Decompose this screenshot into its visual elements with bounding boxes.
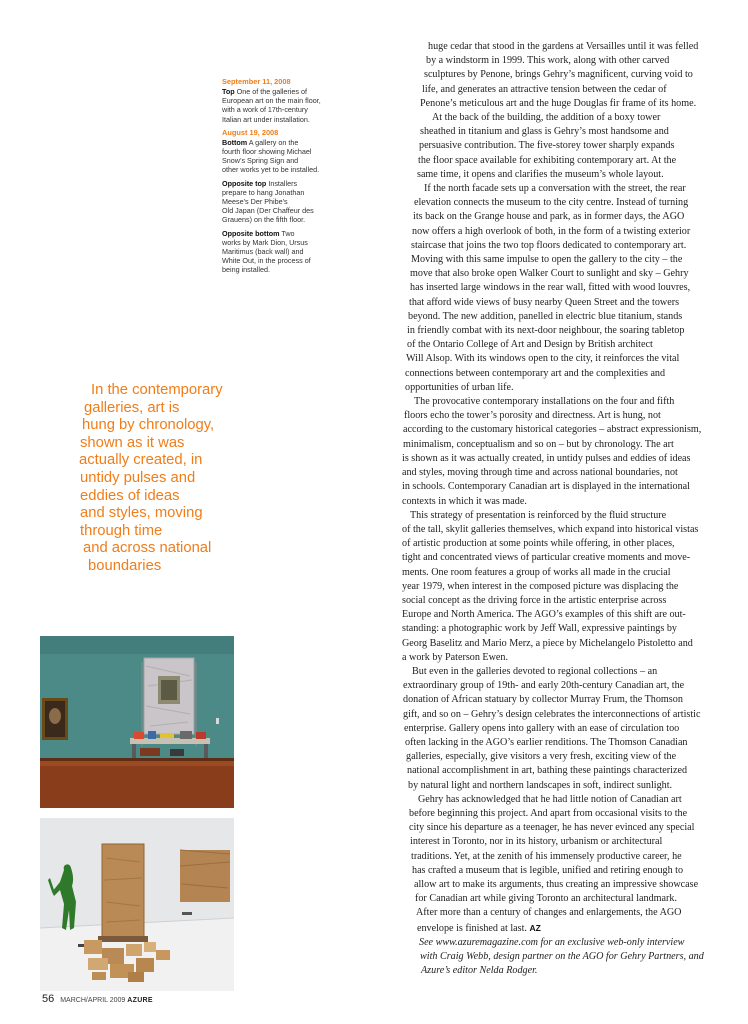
caption-line: Italian art under installation.: [222, 114, 310, 124]
body-line: Georg Baselitz and Mario Merz, a piece by Michelangelo Pistoletto and: [402, 637, 693, 649]
article-body: [402, 40, 724, 978]
pull-quote-line: eddies of ideas: [80, 487, 180, 504]
body-line: its back on the Grange house and park, as in former days, the AGO: [413, 211, 685, 223]
body-line: Will Alsop. With its windows open to the city, it reinforces the vital: [406, 353, 680, 365]
pull-quote-line: and across national: [83, 540, 212, 557]
pull-quote-line: boundaries: [88, 557, 162, 574]
body-line: has inserted large windows in the rear wall, fitted with wood louvres,: [410, 282, 691, 294]
caption-top: [222, 77, 342, 124]
body-line: elevation connects the museum to the city centre. Instead of turning: [414, 197, 689, 209]
body-line: huge cedar that stood in the gardens at Versailles until it was felled: [428, 41, 699, 52]
body-line: often lacking in the AGO’s earlier renditions. The Thomson Canadian: [405, 736, 688, 748]
pull-quote-line: galleries, art is: [84, 399, 180, 416]
body-line: This strategy of presentation is reinforced by the fluid structure: [410, 509, 667, 521]
body-line: Gehry has acknowledged that he had little notion of Canadian art: [418, 793, 682, 805]
body-line: But even in the galleries devoted to regional collections – an: [412, 665, 658, 677]
body-line: move that also broke open Walker Court to sunlight and sky – Gehry: [410, 268, 689, 280]
caption-label: Opposite top: [222, 178, 267, 188]
caption-label: Opposite bottom: [222, 228, 280, 238]
caption-line: European art on the main floor,: [222, 96, 321, 106]
signoff-mark: AZ: [529, 922, 541, 933]
body-line: Moving with this same impulse to open the gallery to the city – the: [411, 254, 683, 266]
pull-quote-line: and styles, moving: [80, 505, 203, 522]
web-note: [402, 936, 724, 979]
caption-line: A gallery on the: [248, 137, 299, 147]
page-footer: [42, 993, 153, 1005]
pull-quote-line: hung by chronology,: [82, 417, 215, 434]
body-line: After more than a century of changes and enlargements, the AGO: [416, 907, 682, 919]
gallery-photo-top: [40, 636, 234, 808]
body-line: staircase that joins the two top floors dedicated to contemporary art.: [411, 239, 687, 251]
caption-line: fourth floor showing Michael: [222, 147, 312, 157]
caption-line: One of the galleries of: [236, 87, 307, 96]
caption-line: Two: [281, 228, 295, 238]
body-line: interest in Toronto, nor in its history, urbanism or architectural: [410, 836, 663, 848]
pull-quote-line: shown as it was: [80, 434, 185, 451]
caption-line: being installed.: [222, 265, 270, 275]
caption-line: works by Mark Dion, Ursus: [222, 237, 308, 247]
body-line: same time, it opens and clarifies the museum’s whole layout.: [417, 168, 664, 180]
caption-opposite-bottom: [222, 229, 342, 275]
body-line: for Canadian art while giving Toronto an architectural landmark.: [415, 893, 677, 905]
pull-quote-line: actually created, in: [79, 452, 203, 469]
body-line: connections between contemporary art and the complexities and: [405, 367, 666, 379]
body-line: standing: a photographic work by Jeff Wall, expressive paintings by: [402, 623, 677, 635]
body-line: Europe and North America. The AGO’s examples of this shift are out-: [402, 609, 686, 621]
caption-line: other works yet to be installed.: [222, 165, 320, 175]
body-line: At the back of the building, the addition of a boxy tower: [432, 112, 661, 124]
body-line: If the north facade sets up a conversation with the street, the rear: [424, 183, 686, 195]
body-line: beyond. The new addition, panelled in electric blue titanium, stands: [408, 310, 683, 322]
body-line: in friendly combat with its next-door neighbour, the soaring tabletop: [407, 325, 685, 337]
caption-line: Old Japan (Der Chaffeur des: [222, 206, 314, 216]
caption-line: with a work of 17th-century: [222, 105, 308, 115]
body-line: now offers a high overlook of both, in the form of a twisting exterior: [412, 225, 691, 237]
caption-line: Installers: [268, 178, 298, 188]
caption-date: August 19, 2008: [222, 127, 279, 137]
body-line: social concept as the driving force in the artistic enterprise across: [402, 594, 667, 606]
pull-quote-line: through time: [80, 522, 163, 539]
gallery-installation-illustration: [40, 636, 234, 808]
body-line: ments. One room features a group of works all made in the crucial: [402, 566, 671, 578]
body-line: sculptures by Penone, brings Gehry’s magnificent, curving void to: [424, 69, 693, 81]
caption-label: Bottom: [222, 137, 248, 147]
caption-line: prepare to hang Jonathan: [222, 187, 305, 197]
body-line: The provocative contemporary installations on the four and fifth: [414, 396, 675, 408]
body-line: gift, and so on – Gehry’s design celebrates the interconnections of artistic: [403, 708, 701, 720]
caption-opposite-top: [222, 179, 342, 225]
body-line: and styles, moving through time and across national boundaries, not: [402, 467, 678, 479]
caption-line: Grauens) on the fifth floor.: [222, 215, 306, 225]
caption-bottom: [222, 128, 342, 175]
caption-column: [222, 77, 342, 279]
body-line: before beginning this project. And apart from occasional visits to the: [409, 807, 688, 819]
body-line: opportunities of urban life.: [405, 381, 514, 393]
page-number: 56: [42, 993, 55, 1005]
caption-label: Top: [222, 87, 235, 96]
body-line: of artistic production at some points while offering, in other places,: [402, 538, 675, 550]
body-line: national accomplishment in art, bathing these paintings characterized: [407, 765, 688, 777]
body-line: city since his departure as a teenager, he has never evinced any special: [409, 822, 695, 834]
body-line: floors echo the tower’s porosity and directness. Art is hung, not: [404, 410, 661, 422]
body-line: has crafted a museum that is legible, unified and retiring enough to: [412, 864, 684, 876]
pull-quote: [79, 382, 239, 576]
fourth-floor-gallery-illustration: [40, 818, 234, 991]
pull-quote-line: untidy pulses and: [80, 469, 196, 486]
body-line: that afford wide views of busy nearby Queen Street and the towers: [409, 296, 680, 308]
body-line: of the Ontario College of Art and Design by British architect: [407, 339, 653, 351]
gallery-photo-bottom: [40, 818, 234, 991]
body-line: year 1979, when interest in the composed picture was displacing the: [402, 580, 679, 592]
caption-date: September 11, 2008: [222, 77, 291, 86]
body-line: according to the customary historical categories – abstract expressionism,: [403, 424, 702, 436]
body-line: sheathed in titanium and glass is Gehry’s most handsome and: [420, 126, 669, 138]
body-line: traditions. Yet, at the zenith of his immensely productive career, he: [411, 850, 682, 862]
body-line: tight and concentrated views of particular creative moments and move-: [402, 552, 691, 564]
caption-line: Maritimus (back wall) and: [222, 247, 304, 257]
body-line: contexts in which it was made.: [402, 495, 527, 507]
body-line: envelope is finished at last.: [417, 922, 527, 934]
body-line: donation of African statuary by collector Murray Frum, the Thomson: [403, 694, 683, 706]
caption-line: Snow’s Spring Sign and: [222, 156, 299, 166]
note-line: Azure’s editor Nelda Rodger.: [421, 965, 538, 977]
note-line: with Craig Webb, design partner on the AGO for Gehry Partners, and: [420, 951, 704, 962]
magazine-brand: AZURE: [127, 997, 153, 1004]
body-line: Penone’s meticulous art and the huge Douglas fir frame of its home.: [420, 97, 697, 109]
issue-date: MARCH/APRIL 2009: [60, 997, 126, 1004]
body-line: by a windstorm in 1999. This work, along with other carved: [426, 55, 670, 67]
pull-quote-line: In the contemporary: [91, 382, 223, 398]
body-line: the floor space available for exhibiting contemporary art. At the: [418, 154, 677, 166]
body-line: extraordinary group of 19th- and early 20th-century Canadian art, the: [403, 680, 685, 692]
body-line: is shown as it was actually created, in untidy pulses and eddies of ideas: [402, 452, 691, 464]
body-line: by natural light and northern landscapes in soft, indirect sunlight.: [408, 779, 673, 791]
body-line: allow art to make its arguments, thus creating an impressive showcase: [414, 878, 699, 890]
body-line: life, and generates an attractive tension between the cedar of: [422, 83, 667, 95]
caption-line: Meese’s Der Phibe’s: [222, 197, 288, 207]
body-line: persuasive contribution. The five-storey tower sharply expands: [419, 140, 675, 152]
note-line: See www.azuremagazine.com for an exclusive web-only interview: [419, 936, 685, 948]
body-line: enterprise. Gallery opens into gallery with an ease of circulation too: [404, 722, 680, 734]
body-line: of the tall, skylit galleries themselves, which expand into historical vistas: [402, 523, 699, 535]
body-line: in schools. Contemporary Canadian art is displayed in the international: [402, 481, 690, 493]
body-line: a work by Paterson Ewen.: [402, 651, 509, 663]
caption-line: White Out, in the process of: [222, 256, 311, 266]
body-line: galleries, especially, give visitors a very fresh, exciting view of the: [406, 751, 677, 763]
body-line: minimalism, conceptualism and so on – but by chronology. The art: [403, 438, 674, 450]
